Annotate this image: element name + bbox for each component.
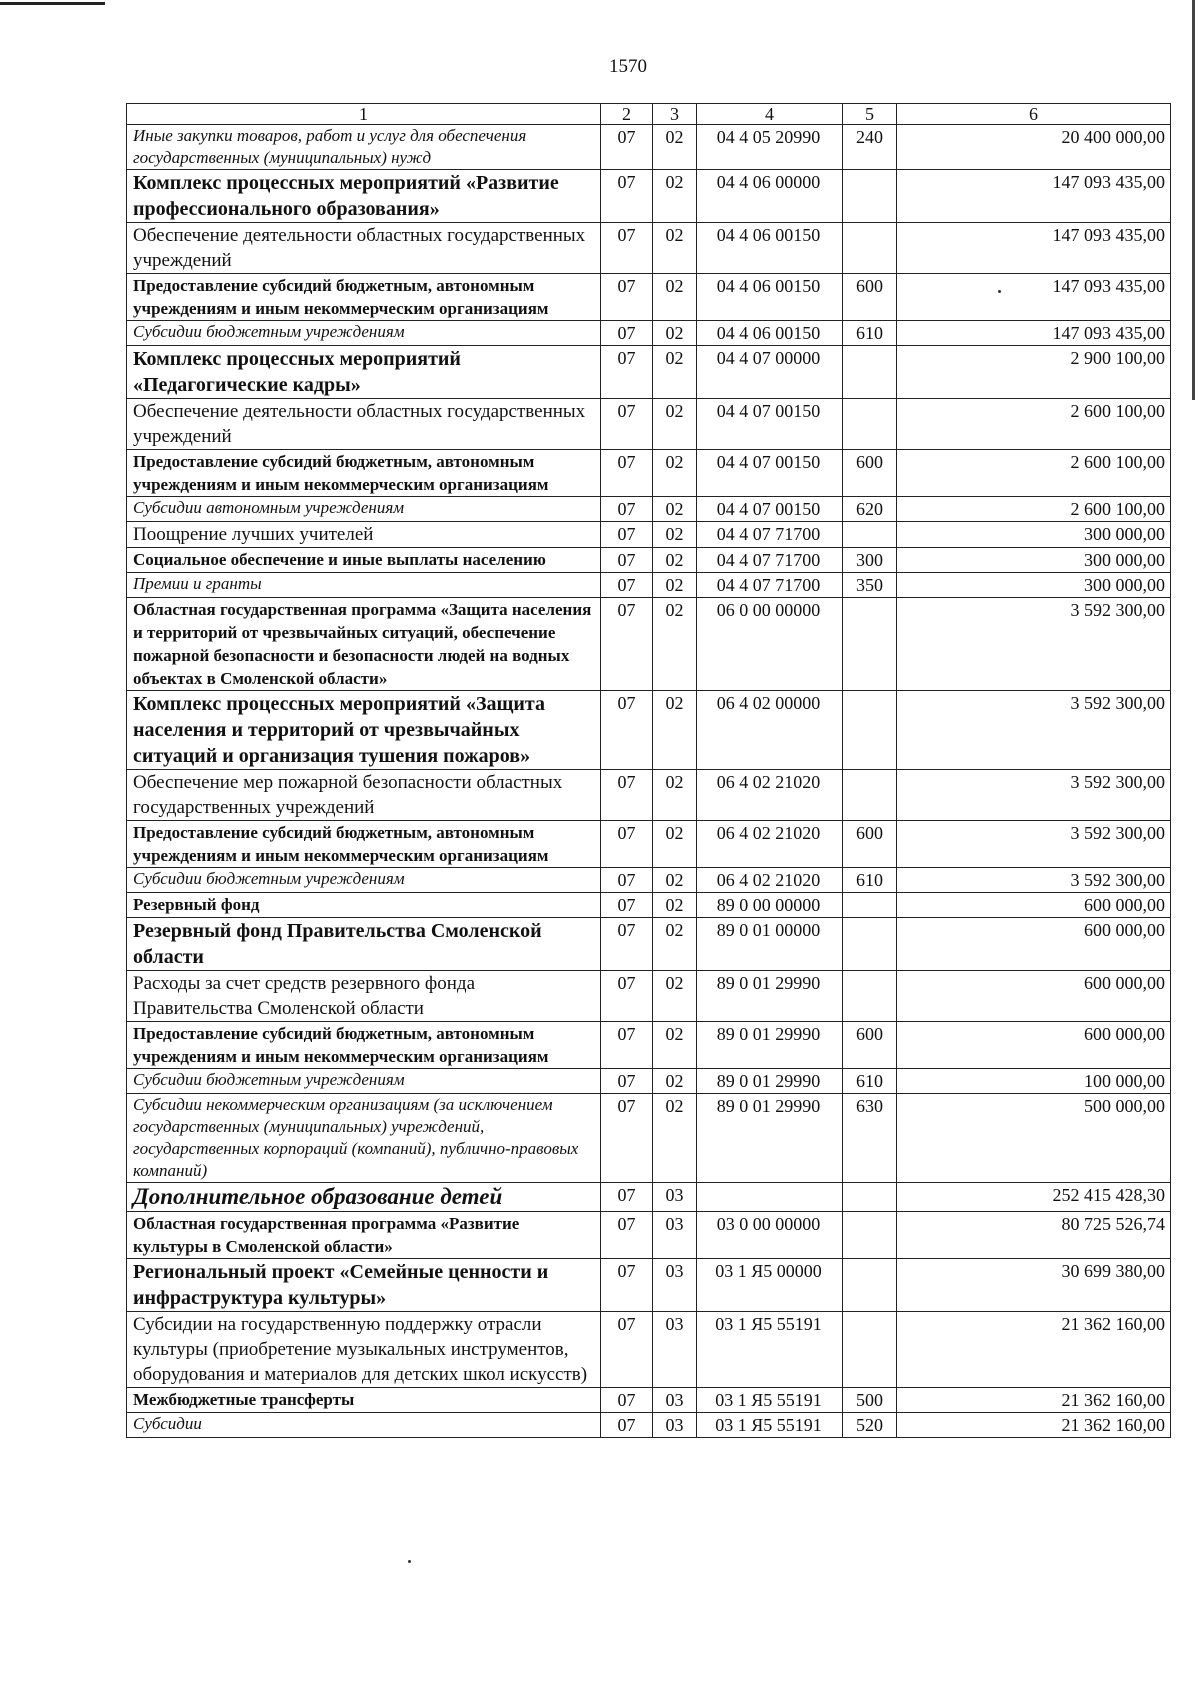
subsection-code-cell: 03 (653, 1312, 697, 1388)
table-row (127, 399, 1171, 450)
row-name-cell: Резервный фонд Правительства Смоленской области (127, 918, 601, 971)
row-name-cell: Комплекс процессных мероприятий «Развитие профессионального образования» (127, 170, 601, 223)
section-code-cell: 07 (601, 598, 653, 691)
row-name-cell: Предоставление субсидий бюджетным, автономным учреждениям и иным некоммерческим организациям (127, 450, 601, 497)
table-row (127, 450, 1171, 497)
expense-type-cell (843, 522, 897, 548)
expense-type-cell (843, 691, 897, 770)
section-code-cell: 07 (601, 971, 653, 1022)
subsection-code-cell: 02 (653, 971, 697, 1022)
target-article-cell (697, 1183, 843, 1212)
section-code-cell: 07 (601, 1094, 653, 1183)
table-row (127, 821, 1171, 868)
table-row (127, 1212, 1171, 1259)
table-row (127, 274, 1171, 321)
table-row (127, 1259, 1171, 1312)
section-code-cell: 07 (601, 1069, 653, 1094)
expense-type-cell: 500 (843, 1388, 897, 1413)
header-cell: 4 (697, 104, 843, 125)
scan-top-rule (0, 2, 105, 5)
page-number: 1570 (609, 56, 647, 77)
subsection-code-cell: 02 (653, 170, 697, 223)
header-cell: 3 (653, 104, 697, 125)
amount-cell: 252 415 428,30 (897, 1183, 1171, 1212)
row-name-cell: Предоставление субсидий бюджетным, автономным учреждениям и иным некоммерческим организациям (127, 821, 601, 868)
target-article-cell: 04 4 07 00000 (697, 346, 843, 399)
table-row (127, 125, 1171, 170)
subsection-code-cell: 03 (653, 1183, 697, 1212)
table-header-row (127, 104, 1171, 125)
expense-type-cell (843, 346, 897, 399)
table-row (127, 497, 1171, 522)
row-name-cell: Обеспечение деятельности областных государственных учреждений (127, 223, 601, 274)
target-article-cell: 89 0 01 29990 (697, 1069, 843, 1094)
amount-cell: 2 600 100,00 (897, 450, 1171, 497)
amount-cell: 147 093 435,00 (897, 170, 1171, 223)
section-code-cell: 07 (601, 274, 653, 321)
expense-type-cell (843, 223, 897, 274)
section-code-cell: 07 (601, 1022, 653, 1069)
subsection-code-cell: 02 (653, 125, 697, 170)
expense-type-cell (843, 971, 897, 1022)
table-row (127, 893, 1171, 918)
section-code-cell: 07 (601, 918, 653, 971)
amount-cell: 600 000,00 (897, 971, 1171, 1022)
target-article-cell: 03 1 Я5 55191 (697, 1312, 843, 1388)
section-code-cell: 07 (601, 170, 653, 223)
target-article-cell: 04 4 06 00150 (697, 274, 843, 321)
row-name-cell: Субсидии на государственную поддержку отрасли культуры (приобретение музыкальных инструментов, оборудования и материалов для детских школ искусств) (127, 1312, 601, 1388)
target-article-cell: 89 0 01 00000 (697, 918, 843, 971)
amount-cell: 300 000,00 (897, 522, 1171, 548)
row-name-cell: Региональный проект «Семейные ценности и инфраструктура культуры» (127, 1259, 601, 1312)
subsection-code-cell: 02 (653, 1094, 697, 1183)
table-row (127, 1413, 1171, 1438)
section-code-cell: 07 (601, 1212, 653, 1259)
table-row (127, 971, 1171, 1022)
target-article-cell: 04 4 07 71700 (697, 573, 843, 598)
expense-type-cell: 600 (843, 821, 897, 868)
subsection-code-cell: 02 (653, 598, 697, 691)
target-article-cell: 04 4 06 00150 (697, 321, 843, 346)
section-code-cell: 07 (601, 1413, 653, 1438)
amount-cell: 21 362 160,00 (897, 1413, 1171, 1438)
amount-cell: 21 362 160,00 (897, 1388, 1171, 1413)
subsection-code-cell: 02 (653, 1022, 697, 1069)
amount-cell: 100 000,00 (897, 1069, 1171, 1094)
section-code-cell: 07 (601, 1388, 653, 1413)
header-cell: 5 (843, 104, 897, 125)
target-article-cell: 04 4 07 00150 (697, 450, 843, 497)
subsection-code-cell: 03 (653, 1259, 697, 1312)
expense-type-cell (843, 399, 897, 450)
amount-cell: 2 900 100,00 (897, 346, 1171, 399)
row-name-cell: Дополнительное образование детей (127, 1183, 601, 1212)
target-article-cell: 89 0 01 29990 (697, 1094, 843, 1183)
subsection-code-cell: 03 (653, 1212, 697, 1259)
target-article-cell: 06 4 02 21020 (697, 868, 843, 893)
amount-cell: 3 592 300,00 (897, 598, 1171, 691)
expense-type-cell: 600 (843, 274, 897, 321)
subsection-code-cell: 02 (653, 918, 697, 971)
row-name-cell: Субсидии бюджетным учреждениям (127, 868, 601, 893)
section-code-cell: 07 (601, 893, 653, 918)
section-code-cell: 07 (601, 770, 653, 821)
subsection-code-cell: 02 (653, 868, 697, 893)
expense-type-cell: 610 (843, 321, 897, 346)
table-row (127, 1069, 1171, 1094)
amount-cell: 3 592 300,00 (897, 821, 1171, 868)
amount-cell: 30 699 380,00 (897, 1259, 1171, 1312)
target-article-cell: 06 0 00 00000 (697, 598, 843, 691)
amount-cell: 147 093 435,00 (897, 274, 1171, 321)
table-row (127, 170, 1171, 223)
subsection-code-cell: 02 (653, 691, 697, 770)
amount-cell: 600 000,00 (897, 893, 1171, 918)
row-name-cell: Областная государственная программа «Развитие культуры в Смоленской области» (127, 1212, 601, 1259)
expense-type-cell: 240 (843, 125, 897, 170)
section-code-cell: 07 (601, 573, 653, 598)
section-code-cell: 07 (601, 497, 653, 522)
target-article-cell: 03 0 00 00000 (697, 1212, 843, 1259)
row-name-cell: Субсидии некоммерческим организациям (за исключением государственных (муниципальных) учреждений, государственных корпораций (компаний), публично-правовых компаний) (127, 1094, 601, 1183)
target-article-cell: 06 4 02 21020 (697, 821, 843, 868)
section-code-cell: 07 (601, 868, 653, 893)
subsection-code-cell: 02 (653, 821, 697, 868)
table-row (127, 522, 1171, 548)
table-row (127, 321, 1171, 346)
table-row (127, 691, 1171, 770)
amount-cell: 600 000,00 (897, 1022, 1171, 1069)
row-name-cell: Областная государственная программа «Защита населения и территорий от чрезвычайных ситуаций, обеспечение пожарной безопасности и безопасности людей на водных объектах в Смоленской области» (127, 598, 601, 691)
target-article-cell: 89 0 01 29990 (697, 971, 843, 1022)
table-row (127, 1022, 1171, 1069)
section-code-cell: 07 (601, 1259, 653, 1312)
expense-type-cell: 300 (843, 548, 897, 573)
target-article-cell: 89 0 01 29990 (697, 1022, 843, 1069)
row-name-cell: Субсидии автономным учреждениям (127, 497, 601, 522)
amount-cell: 3 592 300,00 (897, 868, 1171, 893)
row-name-cell: Обеспечение деятельности областных государственных учреждений (127, 399, 601, 450)
target-article-cell: 04 4 05 20990 (697, 125, 843, 170)
amount-cell: 500 000,00 (897, 1094, 1171, 1183)
subsection-code-cell: 02 (653, 522, 697, 548)
row-name-cell: Резервный фонд (127, 893, 601, 918)
scan-speck (408, 1560, 411, 1563)
table-row (127, 1312, 1171, 1388)
expense-type-cell: 610 (843, 1069, 897, 1094)
table-row (127, 346, 1171, 399)
row-name-cell: Предоставление субсидий бюджетным, автономным учреждениям и иным некоммерческим организациям (127, 1022, 601, 1069)
section-code-cell: 07 (601, 450, 653, 497)
table-row (127, 1388, 1171, 1413)
subsection-code-cell: 02 (653, 573, 697, 598)
target-article-cell: 04 4 07 71700 (697, 548, 843, 573)
row-name-cell: Обеспечение мер пожарной безопасности областных государственных учреждений (127, 770, 601, 821)
row-name-cell: Социальное обеспечение и иные выплаты населению (127, 548, 601, 573)
section-code-cell: 07 (601, 1183, 653, 1212)
section-code-cell: 07 (601, 1312, 653, 1388)
row-name-cell: Комплекс процессных мероприятий «Защита населения и территорий от чрезвычайных ситуаций и организация тушения пожаров» (127, 691, 601, 770)
amount-cell: 147 093 435,00 (897, 223, 1171, 274)
target-article-cell: 06 4 02 21020 (697, 770, 843, 821)
row-name-cell: Премии и гранты (127, 573, 601, 598)
subsection-code-cell: 02 (653, 399, 697, 450)
subsection-code-cell: 02 (653, 223, 697, 274)
header-cell: 6 (897, 104, 1171, 125)
table-row (127, 573, 1171, 598)
target-article-cell: 06 4 02 00000 (697, 691, 843, 770)
expense-type-cell (843, 1212, 897, 1259)
header-cell: 2 (601, 104, 653, 125)
amount-cell: 80 725 526,74 (897, 1212, 1171, 1259)
target-article-cell: 04 4 07 00150 (697, 399, 843, 450)
target-article-cell: 04 4 07 00150 (697, 497, 843, 522)
table-row (127, 223, 1171, 274)
amount-cell: 3 592 300,00 (897, 770, 1171, 821)
row-name-cell: Межбюджетные трансферты (127, 1388, 601, 1413)
amount-cell: 21 362 160,00 (897, 1312, 1171, 1388)
scan-speck (998, 290, 1001, 293)
expense-type-cell (843, 893, 897, 918)
table-row (127, 918, 1171, 971)
amount-cell: 147 093 435,00 (897, 321, 1171, 346)
header-cell: 1 (127, 104, 601, 125)
section-code-cell: 07 (601, 691, 653, 770)
subsection-code-cell: 03 (653, 1388, 697, 1413)
row-name-cell: Субсидии (127, 1413, 601, 1438)
subsection-code-cell: 03 (653, 1413, 697, 1438)
section-code-cell: 07 (601, 399, 653, 450)
section-code-cell: 07 (601, 125, 653, 170)
amount-cell: 300 000,00 (897, 548, 1171, 573)
section-code-cell: 07 (601, 321, 653, 346)
expense-type-cell: 620 (843, 497, 897, 522)
table-row (127, 868, 1171, 893)
expense-type-cell: 600 (843, 1022, 897, 1069)
expense-type-cell (843, 598, 897, 691)
table-row (127, 770, 1171, 821)
expense-type-cell (843, 1183, 897, 1212)
expense-type-cell: 610 (843, 868, 897, 893)
row-name-cell: Расходы за счет средств резервного фонда Правительства Смоленской области (127, 971, 601, 1022)
subsection-code-cell: 02 (653, 1069, 697, 1094)
subsection-code-cell: 02 (653, 893, 697, 918)
table-row (127, 598, 1171, 691)
expense-type-cell (843, 1259, 897, 1312)
table-row (127, 1183, 1171, 1212)
expense-type-cell (843, 770, 897, 821)
subsection-code-cell: 02 (653, 274, 697, 321)
expense-type-cell (843, 918, 897, 971)
row-name-cell: Комплекс процессных мероприятий «Педагогические кадры» (127, 346, 601, 399)
row-name-cell: Иные закупки товаров, работ и услуг для обеспечения государственных (муниципальных) нужд (127, 125, 601, 170)
subsection-code-cell: 02 (653, 497, 697, 522)
section-code-cell: 07 (601, 223, 653, 274)
section-code-cell: 07 (601, 548, 653, 573)
section-code-cell: 07 (601, 522, 653, 548)
target-article-cell: 03 1 Я5 00000 (697, 1259, 843, 1312)
row-name-cell: Субсидии бюджетным учреждениям (127, 1069, 601, 1094)
row-name-cell: Предоставление субсидий бюджетным, автономным учреждениям и иным некоммерческим организациям (127, 274, 601, 321)
target-article-cell: 04 4 07 71700 (697, 522, 843, 548)
subsection-code-cell: 02 (653, 770, 697, 821)
amount-cell: 2 600 100,00 (897, 399, 1171, 450)
amount-cell: 2 600 100,00 (897, 497, 1171, 522)
target-article-cell: 03 1 Я5 55191 (697, 1413, 843, 1438)
target-article-cell: 89 0 00 00000 (697, 893, 843, 918)
expense-type-cell: 600 (843, 450, 897, 497)
expense-type-cell: 520 (843, 1413, 897, 1438)
amount-cell: 600 000,00 (897, 918, 1171, 971)
subsection-code-cell: 02 (653, 321, 697, 346)
target-article-cell: 03 1 Я5 55191 (697, 1388, 843, 1413)
subsection-code-cell: 02 (653, 346, 697, 399)
budget-table (126, 103, 1171, 1438)
target-article-cell: 04 4 06 00150 (697, 223, 843, 274)
amount-cell: 3 592 300,00 (897, 691, 1171, 770)
expense-type-cell: 630 (843, 1094, 897, 1183)
table-row (127, 1094, 1171, 1183)
section-code-cell: 07 (601, 821, 653, 868)
section-code-cell: 07 (601, 346, 653, 399)
target-article-cell: 04 4 06 00000 (697, 170, 843, 223)
amount-cell: 300 000,00 (897, 573, 1171, 598)
expense-type-cell: 350 (843, 573, 897, 598)
row-name-cell: Субсидии бюджетным учреждениям (127, 321, 601, 346)
expense-type-cell (843, 170, 897, 223)
amount-cell: 20 400 000,00 (897, 125, 1171, 170)
table-row (127, 548, 1171, 573)
row-name-cell: Поощрение лучших учителей (127, 522, 601, 548)
expense-type-cell (843, 1312, 897, 1388)
subsection-code-cell: 02 (653, 548, 697, 573)
subsection-code-cell: 02 (653, 450, 697, 497)
